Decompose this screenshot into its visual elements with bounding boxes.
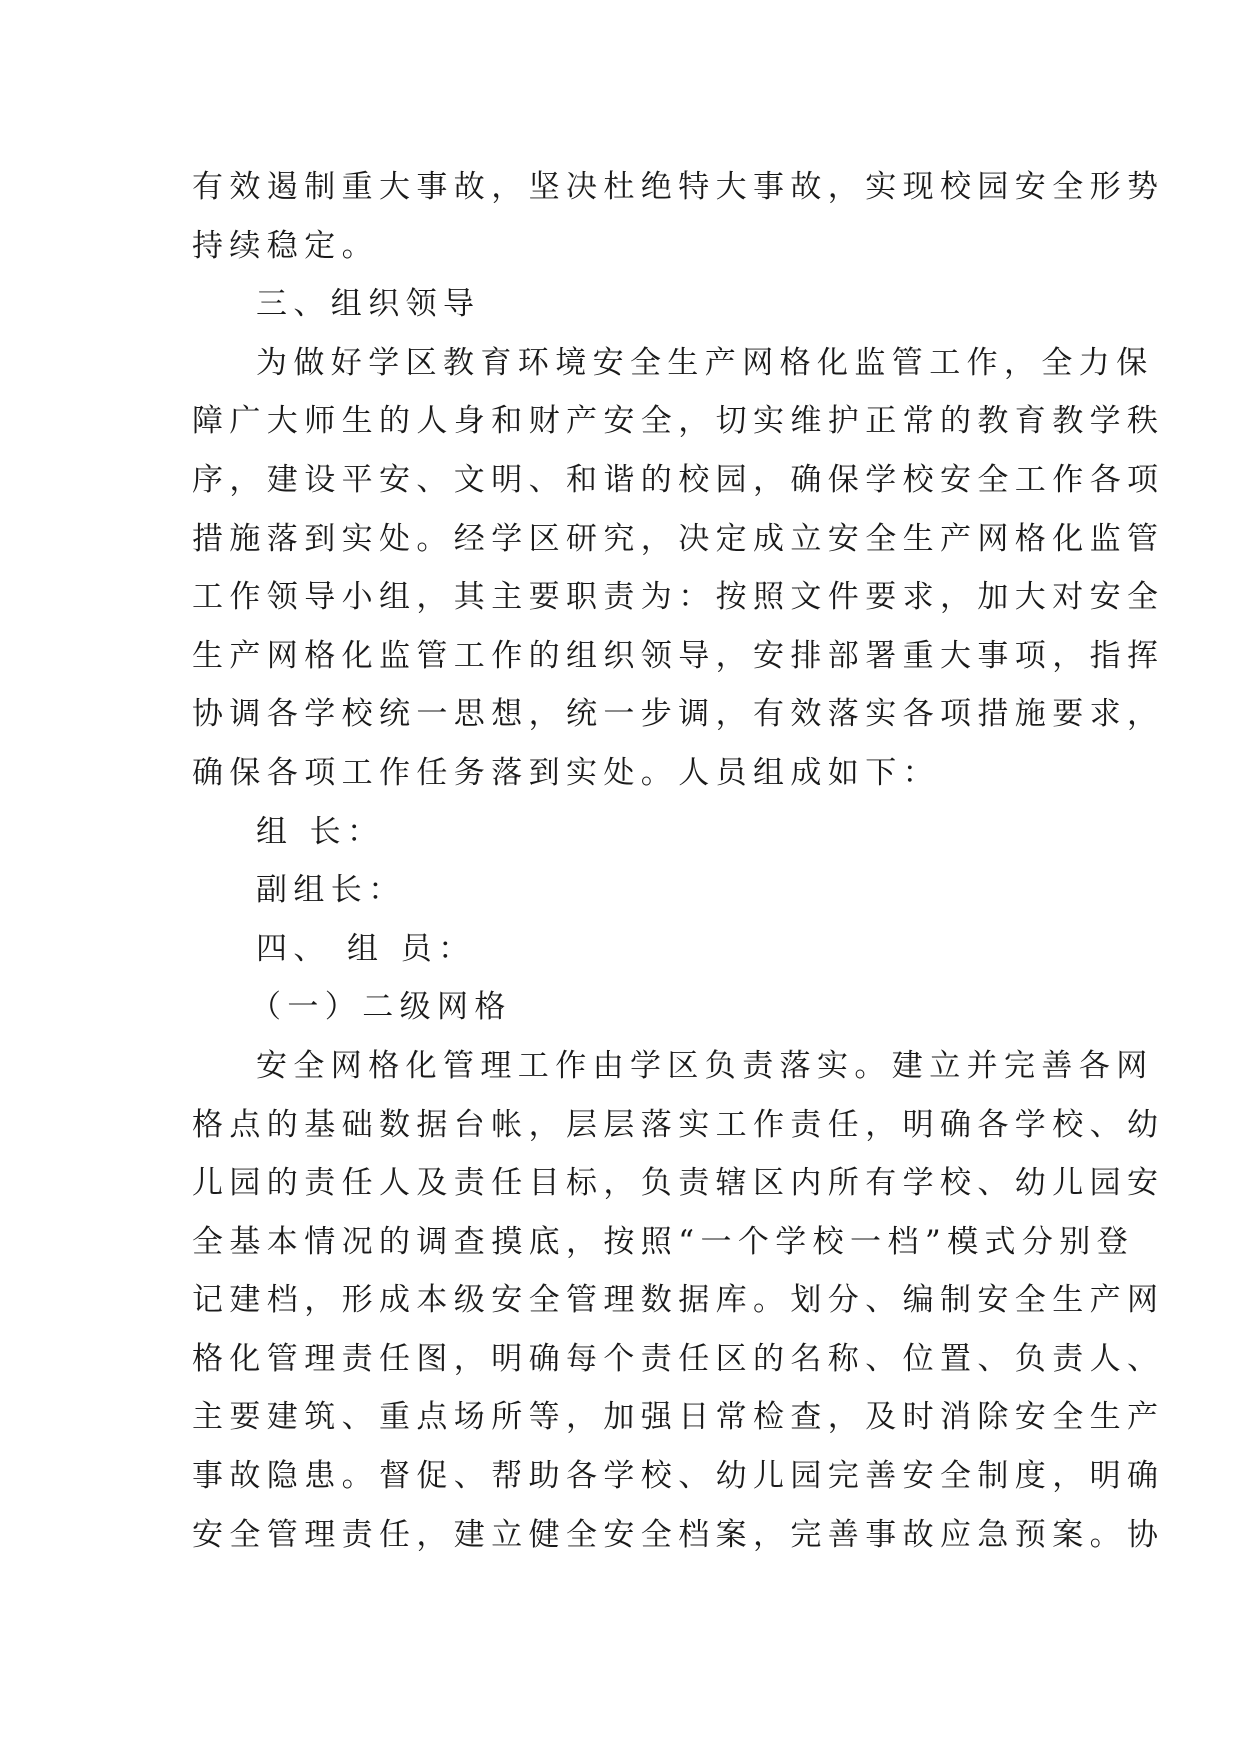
paragraph-line: 工作领导小组，其主要职责为：按照文件要求，加大对安全: [192, 579, 1165, 616]
paragraph-line: 安全网格化管理工作由学区负责落实。建立并完善各网: [256, 1047, 1154, 1084]
paragraph-line: 为做好学区教育环境安全生产网格化监管工作，全力保: [256, 344, 1154, 381]
paragraph-line: 障广大师生的人身和财产安全，切实维护正常的教育教学秩: [192, 403, 1165, 440]
paragraph-line: 持续稳定。: [192, 227, 379, 264]
paragraph-line: 儿园的责任人及责任目标，负责辖区内所有学校、幼儿园安: [192, 1165, 1165, 1202]
paragraph-line: 主要建筑、重点场所等，加强日常检查，及时消除安全生产: [192, 1399, 1165, 1436]
paragraph-line: 格化管理责任图，明确每个责任区的名称、位置、负责人、: [192, 1340, 1165, 1377]
subsection-heading: （一）二级网格: [250, 989, 512, 1026]
document-body: [192, 158, 1165, 1564]
paragraph-line: 序，建设平安、文明、和谐的校园，确保学校安全工作各项: [192, 461, 1165, 498]
paragraph-line: 记建档，形成本级安全管理数据库。划分、编制安全生产网: [192, 1282, 1165, 1319]
paragraph-line: 全基本情况的调查摸底，按照“一个学校一档”模式分别登: [192, 1223, 1135, 1260]
paragraph-line: 事故隐患。督促、帮助各学校、幼儿园完善安全制度，明确: [192, 1458, 1165, 1495]
section-heading: 三、组织领导: [256, 286, 481, 323]
paragraph-line: 有效遏制重大事故，坚决杜绝特大事故，实现校园安全形势: [192, 169, 1165, 205]
group-leader-label: 组 长：: [256, 813, 385, 850]
paragraph-line: 生产网格化监管工作的组织领导，安排部署重大事项，指挥: [192, 637, 1165, 674]
section-heading: 四、 组 员：: [256, 930, 476, 967]
paragraph-line: 安全管理责任，建立健全安全档案，完善事故应急预案。协: [192, 1516, 1165, 1553]
deputy-leader-label: 副组长：: [256, 872, 406, 909]
paragraph-line: 措施落到实处。经学区研究，决定成立安全生产网格化监管: [192, 520, 1165, 557]
paragraph-line: 格点的基础数据台帐，层层落实工作责任，明确各学校、幼: [192, 1106, 1165, 1143]
paragraph-line: 协调各学校统一思想，统一步调，有效落实各项措施要求，: [192, 696, 1165, 733]
paragraph-line: 确保各项工作任务落到实处。人员组成如下：: [192, 754, 940, 791]
